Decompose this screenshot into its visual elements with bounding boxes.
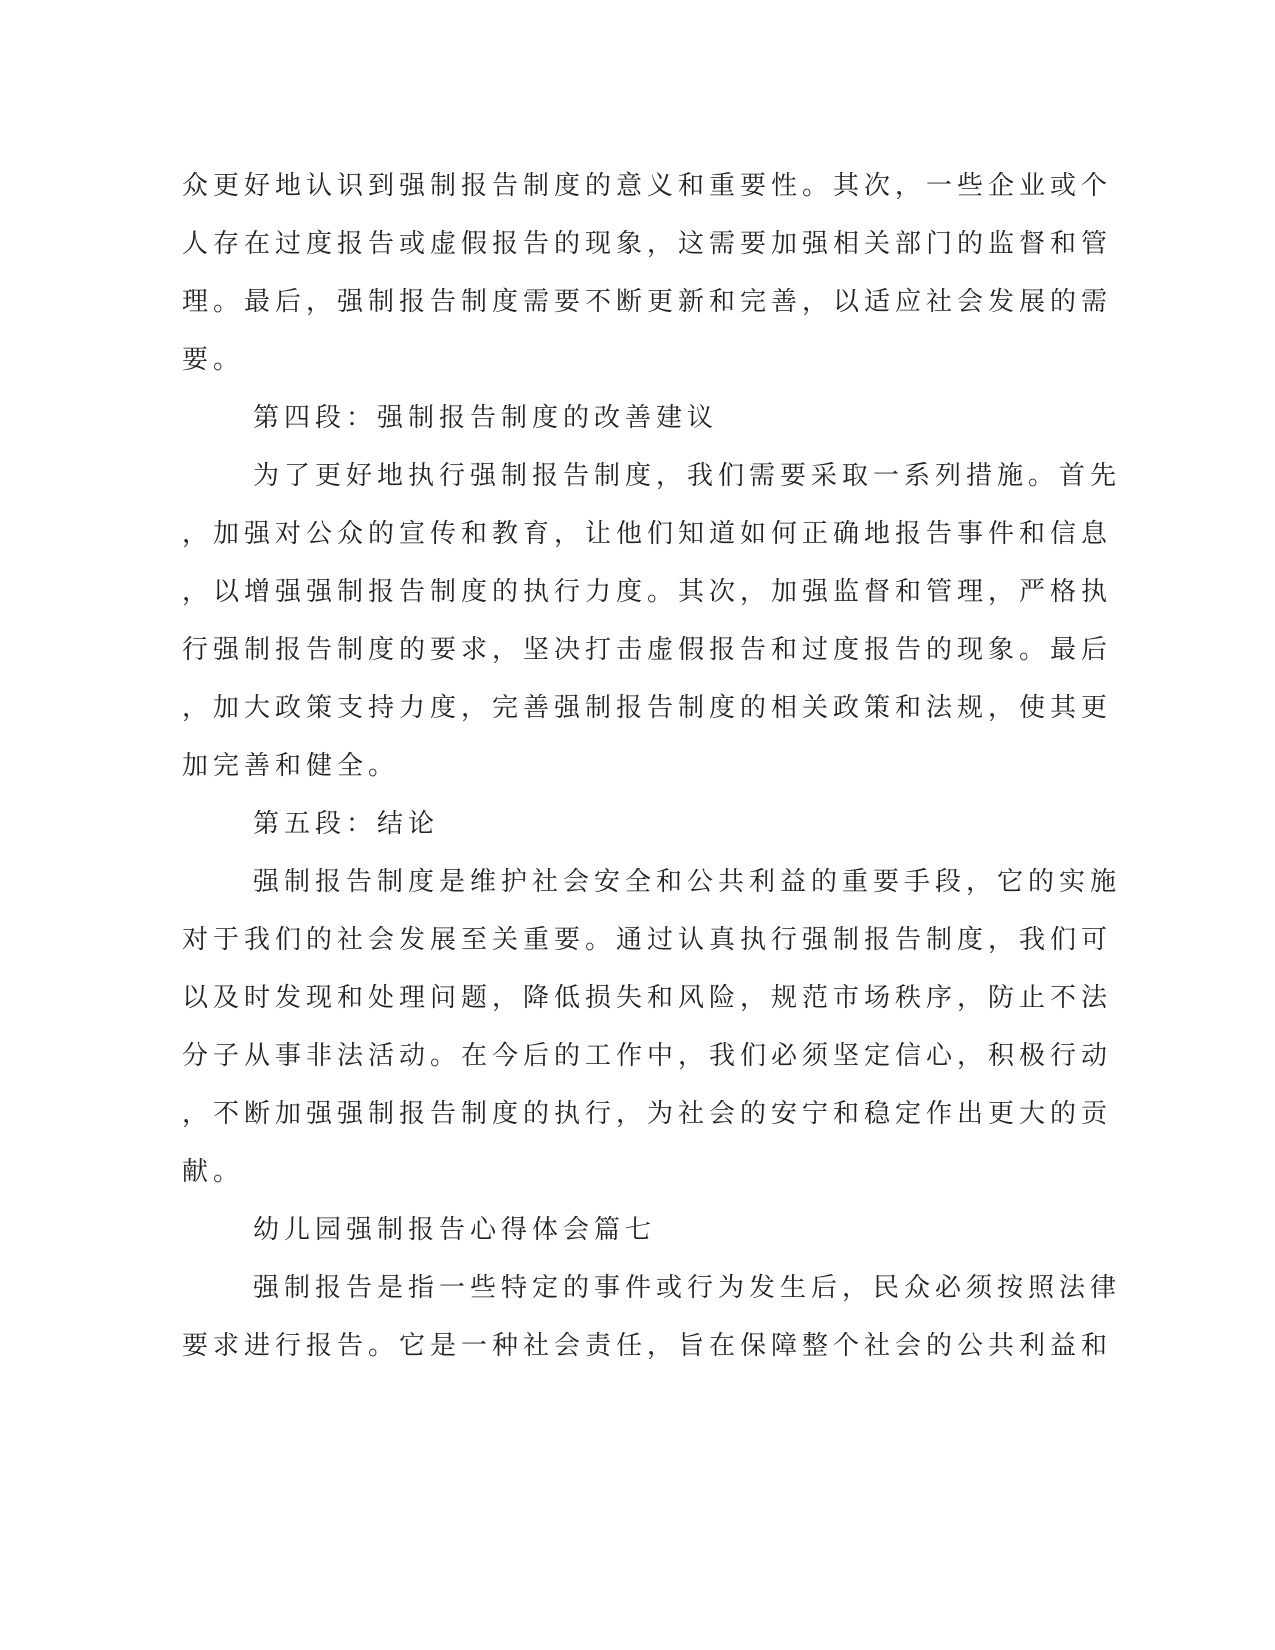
text-line: 对于我们的社会发展至关重要。通过认真执行强制报告制度，我们可 [182,925,1113,955]
text-line: ，以增强强制报告制度的执行力度。其次，加强监督和管理，严格执 [182,577,1113,607]
text-line: 强制报告是指一些特定的事件或行为发生后，民众必须按照法律 [253,1273,1122,1303]
section-heading-5: 第五段：结论 [253,809,440,839]
document-body [182,157,1122,1375]
article-title: 幼儿园强制报告心得体会篇七 [253,1215,657,1245]
text-line: 要。 [182,345,245,375]
text-line: 分子从事非法活动。在今后的工作中，我们必须坚定信心，积极行动 [182,1041,1113,1071]
text-line: ，加强对公众的宣传和教育，让他们知道如何正确地报告事件和信息 [182,519,1113,549]
section-heading-4: 第四段：强制报告制度的改善建议 [253,403,719,433]
text-line: 献。 [182,1157,245,1187]
text-line: 为了更好地执行强制报告制度，我们需要采取一系列措施。首先 [253,461,1122,491]
text-line: 要求进行报告。它是一种社会责任，旨在保障整个社会的公共利益和 [182,1331,1113,1361]
text-line: 强制报告制度是维护社会安全和公共利益的重要手段，它的实施 [253,867,1122,897]
text-line: 人存在过度报告或虚假报告的现象，这需要加强相关部门的监督和管 [182,229,1113,259]
text-line: ，不断加强强制报告制度的执行，为社会的安宁和稳定作出更大的贡 [182,1099,1113,1129]
text-line: 众更好地认识到强制报告制度的意义和重要性。其次，一些企业或个 [182,171,1113,201]
text-line: 以及时发现和处理问题，降低损失和风险，规范市场秩序，防止不法 [182,983,1113,1013]
text-line: 加完善和健全。 [182,751,400,781]
text-line: 行强制报告制度的要求，坚决打击虚假报告和过度报告的现象。最后 [182,635,1113,665]
text-line: ，加大政策支持力度，完善强制报告制度的相关政策和法规，使其更 [182,693,1113,723]
text-line: 理。最后，强制报告制度需要不断更新和完善，以适应社会发展的需 [182,287,1113,317]
